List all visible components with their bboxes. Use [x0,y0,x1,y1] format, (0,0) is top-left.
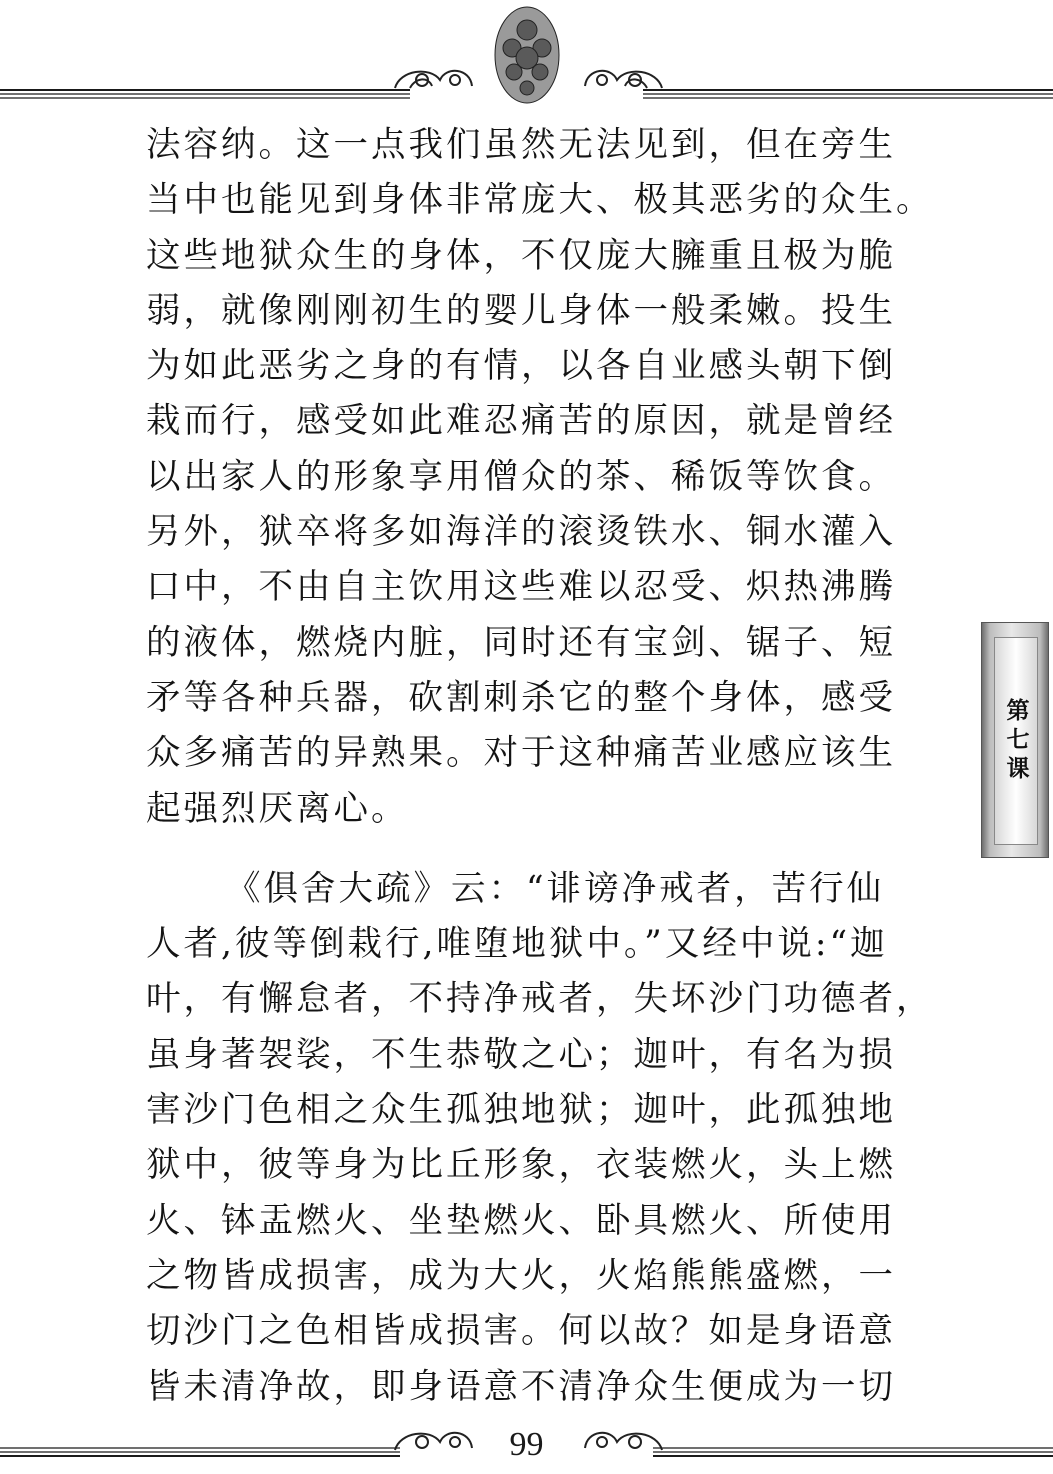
chapter-side-tab-inner [994,637,1038,845]
text-line: 另外，狱卒将多如海洋的滚烫铁水、铜水灌入 [146,512,896,553]
text-line: 口中，不由自主饮用这些难以忍受、炽热沸腾 [146,567,896,608]
text-line: 人者,彼等倒栽行,唯堕地狱中。”又经中说:“迦 [146,924,888,965]
chapter-side-tab [981,622,1049,858]
text-line: 的液体，燃烧内脏，同时还有宝剑、锯子、短 [146,622,896,663]
text-line: 为如此恶劣之身的有情，以各自业感头朝下倒 [146,346,896,387]
text-line: 弱，就像刚刚初生的婴儿身体一般柔嫩。投生 [146,290,896,331]
text-line: 起强烈厌离心。 [146,788,409,829]
text-line: 之物皆成损害，成为大火，火焰熊熊盛燃，一 [146,1255,896,1296]
text-line: 狱中，彼等身为比丘形象，衣装燃火，头上燃 [146,1145,896,1186]
text-line: 虽身著袈裟，不生恭敬之心；迦叶，有名为损 [146,1034,896,1075]
page-header-ornament [0,0,1053,110]
text-line: 当中也能见到身体非常庞大、极其恶劣的众生。 [146,180,934,221]
paragraph [146,862,934,1415]
text-line: 害沙门色相之众生孤独地狱；迦叶，此孤独地 [146,1090,896,1131]
flower-emblem-icon [495,7,559,103]
main-text [146,118,934,1415]
page-number: 99 [509,1426,544,1463]
text-line: 以出家人的形象享用僧众的茶、稀饭等饮食。 [146,456,896,497]
cloud-scroll-icon [395,71,472,88]
cloud-scroll-icon [585,71,662,88]
header-rules [0,0,1053,110]
text-line: 栽而行，感受如此难忍痛苦的原因，就是曾经 [146,401,896,442]
chapter-label: 第七课 [1002,697,1029,785]
text-line: 皆未清净故，即身语意不清净众生便成为一切 [146,1366,896,1407]
text-line: 《俱舍大疏》云：“诽谤净戒者，苦行仙 [226,868,885,909]
text-line: 法容纳。这一点我们虽然无法见到，但在旁生 [146,125,896,165]
text-line: 切沙门之色相皆成损害。何以故？如是身语意 [146,1311,896,1352]
text-line: 矛等各种兵器，砍割刺杀它的整个身体，感受 [146,677,896,718]
text-line: 叶，有懈怠者，不持净戒者，失坏沙门功德者， [146,979,934,1020]
text-line: 众多痛苦的异熟果。对于这种痛苦业感应该生 [146,733,896,774]
text-line: 这些地狱众生的身体，不仅庞大臃重且极为脆 [146,235,896,276]
text-line: 火、钵盂燃火、坐垫燃火、卧具燃火、所使用 [146,1200,896,1241]
paragraph [146,118,934,837]
